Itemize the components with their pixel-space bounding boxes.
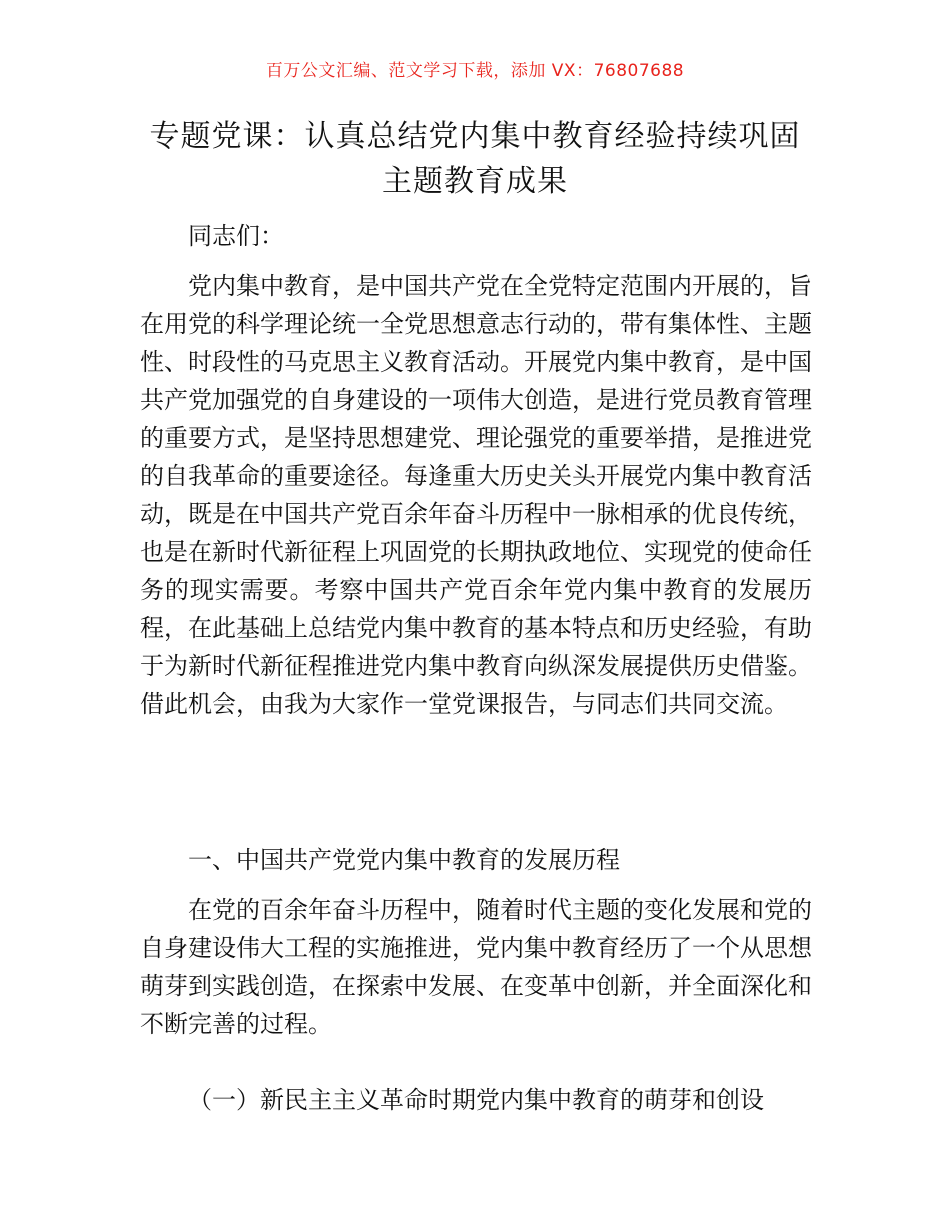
paragraph-intro [140, 267, 812, 723]
section-heading-text: 一、中国共产党党内集中教育的发展历程 [188, 846, 620, 874]
document-title: 专题党课：认真总结党内集中教育经验持续巩固主题教育成果 [149, 119, 801, 199]
salutation-text: 同志们： [188, 222, 284, 250]
salutation [140, 217, 812, 255]
paragraph-text: 在党的百余年奋斗历程中，随着时代主题的变化发展和党的自身建设伟大工程的实施推进，党内集中教育经历了一个从思想萌芽到实践创造，在探索中发展、在变革中创新，并全面深化和不断完善的过程。 [140, 896, 812, 1038]
subsection-heading-1 [140, 1081, 812, 1119]
section-heading-1 [140, 841, 812, 879]
paragraph-text: 党内集中教育，是中国共产党在全党特定范围内开展的，旨在用党的科学理论统一全党思想意志行动的，带有集体性、主题性、时段性的马克思主义教育活动。开展党内集中教育，是中国共产党加强党的自身建设的一项伟大创造，是进行党员教育管理的重要方式，是坚持思想建党、理论强党的重要举措，是推进党的自我革命的重要途径。每逢重大历史关头开展党内集中教育活动，既是在中国共产党百余年奋斗历程中一脉相承的优良传统，也是在新时代新征程上巩固党的长期执政地位、实现党的使命任务的现实需要。考察中国共产党百余年党内集中教育的发展历程，在此基础上总结党内集中教育的基本特点和历史经验，有助于为新时代新征程推进党内集中教育向纵深发展提供历史借鉴。借此机会，由我为大家作一堂党课报告，与同志们共同交流。 [140, 272, 812, 718]
header-banner: 百万公文汇编、范文学习下载，添加 VX：76807688 [265, 61, 685, 81]
paragraph-history [140, 891, 812, 1043]
subsection-heading-text: （一）新民主主义革命时期党内集中教育的萌芽和创设 [188, 1086, 764, 1114]
